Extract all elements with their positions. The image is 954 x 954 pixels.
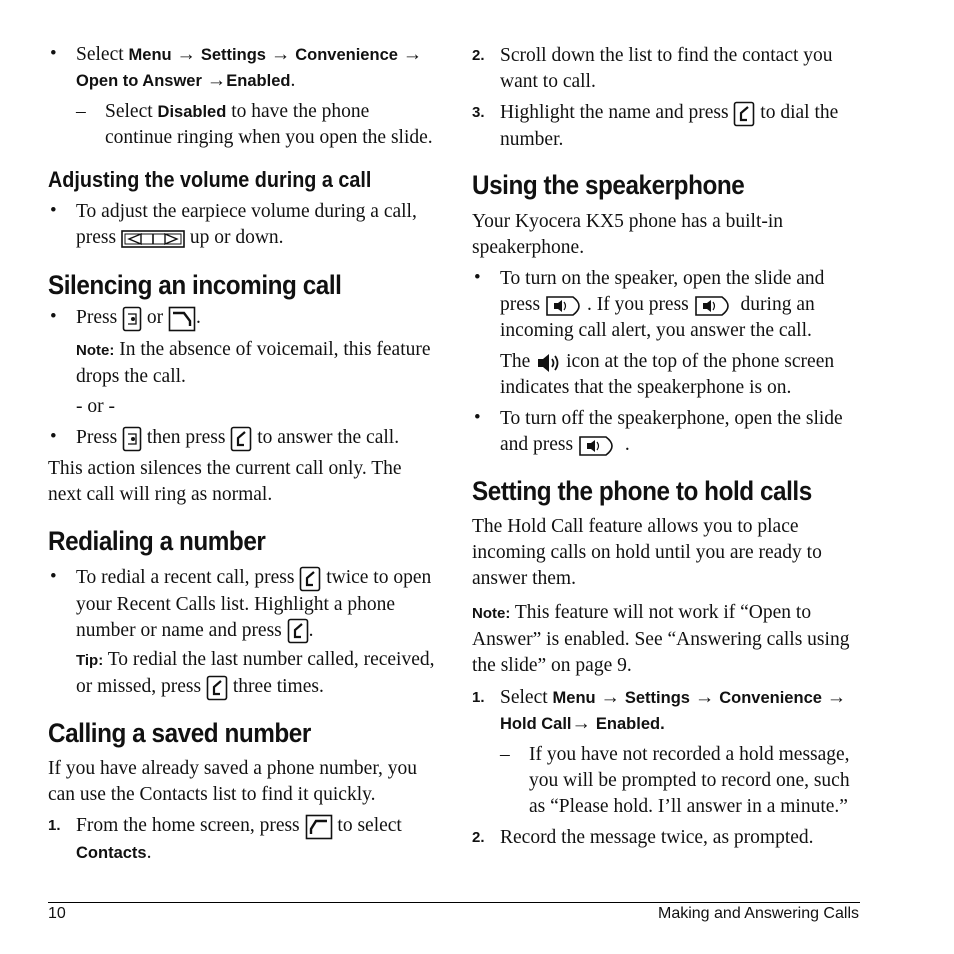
list-item-continuation: The icon at the top of the phone screen indicates that the speakerphone is on.: [500, 351, 835, 398]
tip: Tip: To redial the last number called, received, or missed, press three times.: [76, 647, 441, 701]
list-item: To adjust the earpiece volume during a call, press up or down.: [76, 201, 417, 248]
step-number: 1.: [472, 689, 485, 706]
send-key-icon: [287, 618, 309, 644]
list-item: Press or .: [76, 305, 436, 332]
speaker-status-icon: [535, 352, 561, 374]
list-item: To turn on the speaker, open the slide and press . If you press during an incoming call alert, you answer the call.: [500, 268, 825, 341]
list-item: To redial a recent call, press twice to open your Recent Calls list. Highlight a phone number or name and press .: [76, 565, 441, 644]
step-number: 3.: [472, 104, 485, 121]
speaker-key-icon: [578, 434, 620, 458]
list-item: Record the message twice, as prompted.: [500, 827, 814, 848]
step-number: 1.: [48, 817, 61, 834]
speaker-key-icon: [694, 294, 736, 318]
dash: –: [76, 101, 86, 122]
or-separator: - or -: [76, 396, 115, 417]
end-key-icon: [168, 306, 196, 332]
volume-side-key-icon: [122, 426, 142, 452]
speaker-key-icon: [545, 294, 587, 318]
left-softkey-icon: [305, 814, 333, 840]
footer-rule: [48, 902, 860, 903]
section-heading: Setting the phone to hold calls: [472, 476, 812, 506]
paragraph: If you have already saved a phone number, you can use the Contacts list to find it quickly.: [48, 758, 418, 805]
menu-label: Menu: [128, 46, 172, 64]
sub-item: Select Disabled to have the phone continue ringing when you open the slide.: [105, 101, 433, 148]
volume-side-key-icon: [122, 306, 142, 332]
send-key-icon: [299, 566, 321, 592]
section-heading: Calling a saved number: [48, 718, 311, 748]
list-item: Highlight the name and press to dial the number.: [500, 102, 839, 150]
step-number: 2.: [472, 47, 485, 64]
list-item: Select Menu → Settings → Convenience → Open to Answer →Enabled.: [76, 44, 423, 91]
paragraph: The Hold Call feature allows you to place incoming calls on hold until you are ready to answer them.: [472, 516, 822, 589]
send-key-icon: [206, 675, 228, 701]
step-number: 2.: [472, 829, 485, 846]
send-key-icon: [230, 426, 252, 452]
list-item: Scroll down the list to find the contact you want to call.: [500, 45, 833, 92]
page-number: 10: [48, 905, 66, 922]
send-key-icon: [733, 101, 755, 127]
bullet: •: [50, 43, 57, 64]
list-item: To turn off the speakerphone, open the slide and press .: [500, 406, 860, 458]
paragraph: This action silences the current call only. The next call will ring as normal.: [48, 458, 402, 505]
list-item: From the home screen, press to select Contacts.: [76, 815, 402, 863]
list-item: Select Menu → Settings → Convenience → Hold Call→ Enabled.: [500, 687, 847, 734]
volume-key-icon: [121, 230, 185, 248]
note: Note: In the absence of voicemail, this feature drops the call.: [76, 339, 431, 387]
section-heading: Using the speakerphone: [472, 170, 745, 200]
dash: –: [500, 744, 510, 765]
section-heading: Silencing an incoming call: [48, 270, 342, 300]
sub-item: If you have not recorded a hold message, you will be prompted to record one, such as “Please hold. I’ll answer in a minute.”: [529, 744, 850, 817]
section-heading: Redialing a number: [48, 526, 266, 556]
section-heading: Adjusting the volume during a call: [48, 167, 372, 192]
list-item: Press then press to answer the call.: [76, 425, 446, 452]
note: Note: This feature will not work if “Open to Answer” is enabled. See “Answering calls using the slide” on page 9.: [472, 602, 850, 676]
footer-section-title: Making and Answering Calls: [658, 905, 859, 922]
paragraph: Your Kyocera KX5 phone has a built-in speakerphone.: [472, 211, 784, 258]
